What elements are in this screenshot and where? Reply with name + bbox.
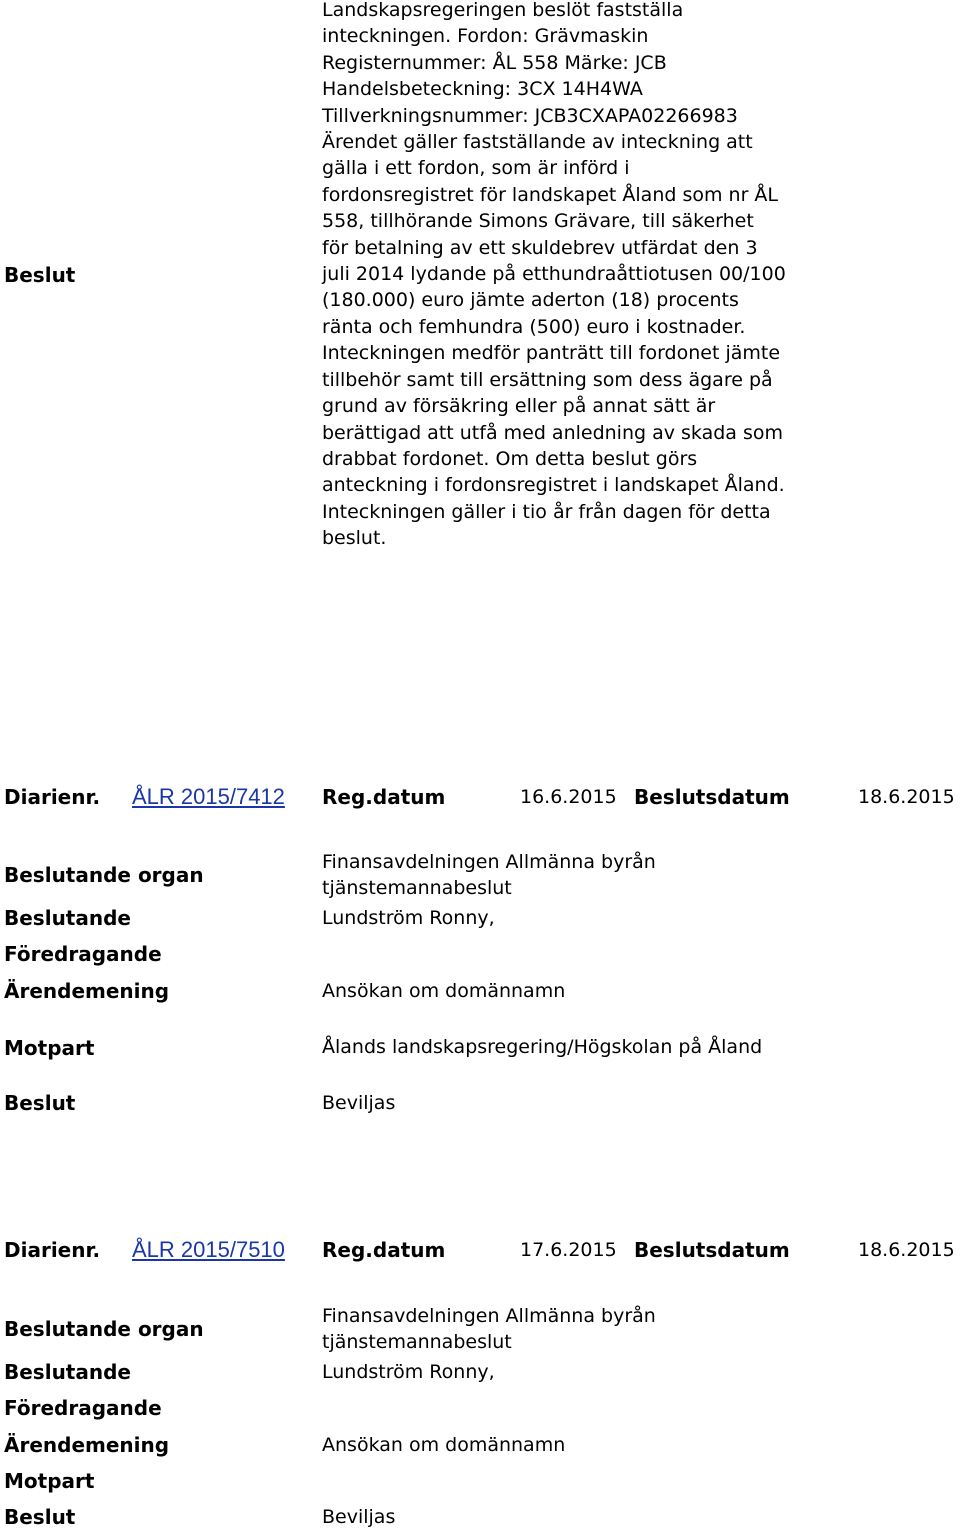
diarienr-label: Diarienr. xyxy=(4,785,101,809)
beslut-text xyxy=(322,0,822,552)
beslut-value: Beviljas xyxy=(322,1506,396,1528)
beslut-line: gälla i ett fordon, som är införd i xyxy=(322,157,630,180)
arendemening-label: Ärendemening xyxy=(4,1433,170,1457)
diarienr-label: Diarienr. xyxy=(4,1238,101,1262)
beslutande-organ-value xyxy=(322,1303,822,1356)
beslut-line: Inteckningen gäller i tio år från dagen för detta xyxy=(322,500,771,523)
diarienr-link[interactable]: ÅLR 2015/7510 xyxy=(132,1237,285,1262)
beslut-line: juli 2014 lydande på etthundraåttiotusen 00/100 xyxy=(322,263,786,286)
beslutande-organ-line: tjänstemannabeslut xyxy=(322,1331,512,1354)
beslut-line: Landskapsregeringen beslöt fastställa xyxy=(322,0,684,21)
beslut-label: Beslut xyxy=(4,1091,76,1115)
foredragande-label: Föredragande xyxy=(4,942,162,966)
beslutsdatum-label: Beslutsdatum xyxy=(634,785,790,809)
regdatum-value: 17.6.2015 xyxy=(520,1239,617,1261)
arendemening-label: Ärendemening xyxy=(4,979,170,1003)
beslutsdatum-value: 18.6.2015 xyxy=(858,786,955,808)
beslutande-organ-line: Finansavdelningen Allmänna byrån xyxy=(322,1305,656,1327)
beslut-line: 558, tillhörande Simons Grävare, till säkerhet xyxy=(322,210,754,233)
beslut-label: Beslut xyxy=(4,263,76,287)
beslut-line: Inteckningen medför panträtt till fordonet jämte xyxy=(322,342,781,365)
beslutande-organ-value xyxy=(322,849,822,902)
beslutande-label: Beslutande xyxy=(4,1360,131,1384)
foredragande-label: Föredragande xyxy=(4,1396,162,1420)
beslut-line: fordonsregistret för landskapet Åland som nr ÅL xyxy=(322,183,779,206)
beslut-line: ränta och femhundra (500) euro i kostnader. xyxy=(322,315,746,338)
diarienr-link[interactable]: ÅLR 2015/7412 xyxy=(132,784,285,809)
beslut-line: Registernummer: ÅL 558 Märke: JCB xyxy=(322,51,667,74)
beslutsdatum-label: Beslutsdatum xyxy=(634,1238,790,1262)
beslut-line: inteckningen. Fordon: Grävmaskin xyxy=(322,25,649,48)
arendemening-value: Ansökan om domännamn xyxy=(322,1434,566,1456)
beslutande-value: Lundström Ronny, xyxy=(322,1361,495,1383)
regdatum-label: Reg.datum xyxy=(322,1238,446,1262)
beslutande-organ-label: Beslutande organ xyxy=(4,863,204,887)
record-header xyxy=(0,781,960,813)
beslut-line: Handelsbeteckning: 3CX 14H4WA xyxy=(322,78,643,101)
beslut-line: anteckning i fordonsregistret i landskapet Åland. xyxy=(322,474,785,497)
beslutande-label: Beslutande xyxy=(4,906,131,930)
beslutande-organ-label: Beslutande organ xyxy=(4,1317,204,1341)
beslut-line: Ärendet gäller fastställande av inteckning att xyxy=(322,131,753,154)
beslut-line: (180.000) euro jämte aderton (18) procents xyxy=(322,289,739,312)
beslutande-organ-line: tjänstemannabeslut xyxy=(322,877,512,900)
beslut-line: för betalning av ett skuldebrev utfärdat den 3 xyxy=(322,236,758,259)
beslut-line: Tillverkningsnummer: JCB3CXAPA02266983 xyxy=(322,104,738,127)
regdatum-label: Reg.datum xyxy=(322,785,446,809)
record-header xyxy=(0,1234,960,1266)
beslut-value: Beviljas xyxy=(322,1092,396,1114)
motpart-value: Ålands landskapsregering/Högskolan på Åland xyxy=(322,1036,763,1058)
motpart-label: Motpart xyxy=(4,1469,95,1493)
beslut-label: Beslut xyxy=(4,1505,76,1529)
beslut-line: drabbat fordonet. Om detta beslut görs xyxy=(322,447,698,470)
beslut-line: beslut. xyxy=(322,527,387,550)
beslutsdatum-value: 18.6.2015 xyxy=(858,1239,955,1261)
beslutande-organ-line: Finansavdelningen Allmänna byrån xyxy=(322,851,656,873)
beslut-line: grund av försäkring eller på annat sätt är xyxy=(322,395,716,418)
beslut-line: tillbehör samt till ersättning som dess ägare på xyxy=(322,368,773,391)
regdatum-value: 16.6.2015 xyxy=(520,786,617,808)
beslutande-value: Lundström Ronny, xyxy=(322,907,495,929)
arendemening-value: Ansökan om domännamn xyxy=(322,980,566,1002)
beslut-line: berättigad att utfå med anledning av skada som xyxy=(322,421,784,444)
motpart-label: Motpart xyxy=(4,1036,95,1060)
